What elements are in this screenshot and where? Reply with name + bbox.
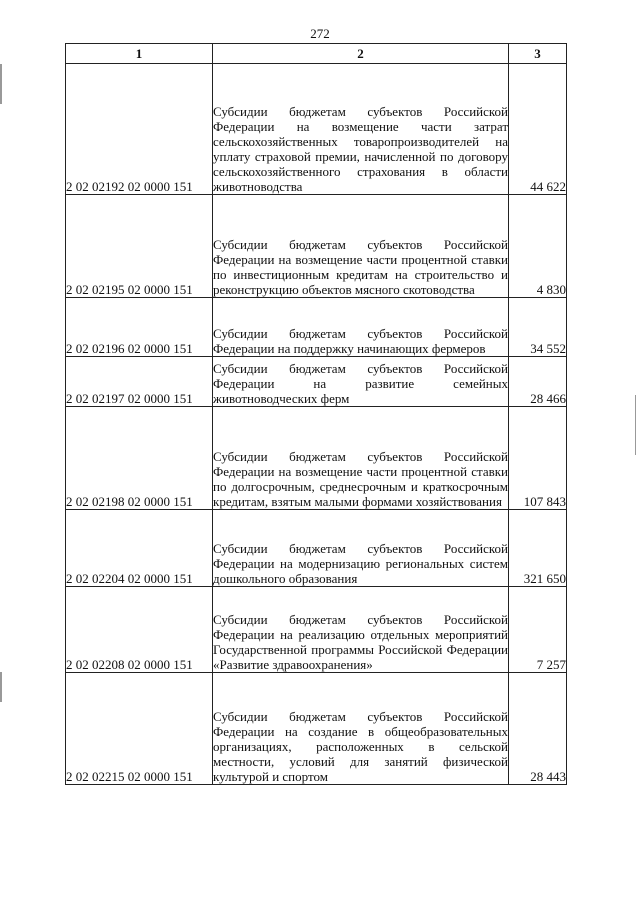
- header-col-1: 1: [66, 44, 213, 64]
- amount-cell: 107 843: [509, 407, 567, 510]
- scan-edge-mark: [0, 64, 2, 104]
- table-row: [66, 64, 567, 195]
- table-row: [66, 357, 567, 407]
- table-row: [66, 407, 567, 510]
- amount-cell: 28 466: [509, 357, 567, 407]
- table-row: [66, 673, 567, 785]
- header-col-3: 3: [509, 44, 567, 64]
- scan-edge-mark: [635, 395, 636, 455]
- budget-code-cell: 2 02 02196 02 0000 151: [66, 298, 213, 357]
- header-col-2: 2: [213, 44, 509, 64]
- description-cell: Субсидии бюджетам субъектов Российской Федерации на модернизацию региональных систем дошкольного образования: [213, 510, 509, 587]
- amount-cell: 7 257: [509, 587, 567, 673]
- description-cell: Субсидии бюджетам субъектов Российской Федерации на возмещение части процентной ставки по долгосрочным, среднесрочным и краткосрочным кредитам, взятым малыми формами хозяйствования: [213, 407, 509, 510]
- budget-code-cell: 2 02 02208 02 0000 151: [66, 587, 213, 673]
- amount-cell: 44 622: [509, 64, 567, 195]
- table-row: [66, 195, 567, 298]
- budget-code-cell: 2 02 02204 02 0000 151: [66, 510, 213, 587]
- table-row: [66, 510, 567, 587]
- description-cell: Субсидии бюджетам субъектов Российской Федерации на развитие семейных животноводческих ферм: [213, 357, 509, 407]
- page-number: 272: [310, 26, 330, 41]
- description-cell: Субсидии бюджетам субъектов Российской Федерации на возмещение части затрат сельскохозяйственных товаропроизводителей на уплату страховой премии, начисленной по договору сельскохозяйственного страхования в области животноводства: [213, 64, 509, 195]
- scan-edge-mark: [0, 672, 2, 702]
- budget-code-cell: 2 02 02195 02 0000 151: [66, 195, 213, 298]
- budget-table: [65, 43, 567, 785]
- table-row: [66, 298, 567, 357]
- budget-code-cell: 2 02 02197 02 0000 151: [66, 357, 213, 407]
- amount-cell: 28 443: [509, 673, 567, 785]
- description-cell: Субсидии бюджетам субъектов Российской Федерации на поддержку начинающих фермеров: [213, 298, 509, 357]
- amount-cell: 321 650: [509, 510, 567, 587]
- amount-cell: 4 830: [509, 195, 567, 298]
- amount-cell: 34 552: [509, 298, 567, 357]
- description-cell: Субсидии бюджетам субъектов Российской Федерации на реализацию отдельных мероприятий Государственной программы Российской Федерации «Развитие здравоохранения»: [213, 587, 509, 673]
- budget-code-cell: 2 02 02198 02 0000 151: [66, 407, 213, 510]
- description-cell: Субсидии бюджетам субъектов Российской Федерации на возмещение части процентной ставки по инвестиционным кредитам на строительство и реконструкцию объектов мясного скотоводства: [213, 195, 509, 298]
- table-row: [66, 587, 567, 673]
- description-cell: Субсидии бюджетам субъектов Российской Федерации на создание в общеобразовательных организациях, расположенных в сельской местности, условий для занятий физической культурой и спортом: [213, 673, 509, 785]
- table-header-row: [66, 44, 567, 64]
- budget-code-cell: 2 02 02215 02 0000 151: [66, 673, 213, 785]
- budget-code-cell: 2 02 02192 02 0000 151: [66, 64, 213, 195]
